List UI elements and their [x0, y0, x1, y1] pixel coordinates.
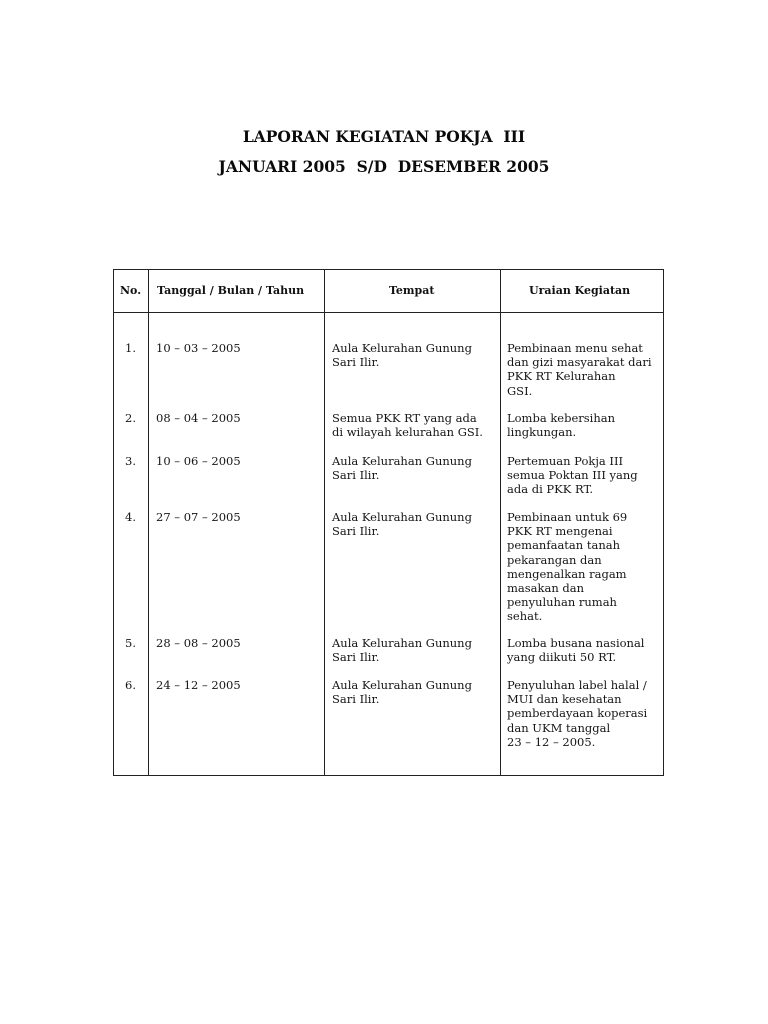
row-date: 27 – 07 – 2005 [156, 510, 241, 524]
row-date: 24 – 12 – 2005 [156, 678, 241, 692]
row-number: 5. [125, 636, 136, 650]
table-bottom-border [113, 775, 664, 776]
row-place: Aula Kelurahan Gunung Sari Ilir. [332, 636, 472, 665]
table-right-border [663, 269, 664, 776]
header-uraian: Uraian Kegiatan [529, 284, 631, 297]
row-description: Penyuluhan label halal / MUI dan kesehatan pemberdayaan koperasi dan UKM tanggal 23 – 12 – 2005. [507, 678, 648, 749]
header-no: No. [120, 284, 142, 297]
row-date: 28 – 08 – 2005 [156, 636, 241, 650]
row-place: Aula Kelurahan Gunung Sari Ilir. [332, 510, 472, 539]
row-number: 1. [125, 341, 136, 355]
row-place: Semua PKK RT yang ada di wilayah kelurahan GSI. [332, 411, 483, 440]
row-description: Lomba kebersihan lingkungan. [507, 411, 616, 440]
header-bottom-border [113, 312, 664, 313]
row-place: Aula Kelurahan Gunung Sari Ilir. [332, 454, 472, 483]
row-description: Lomba busana nasional yang diikuti 50 RT. [507, 636, 645, 665]
header-tanggal: Tanggal / Bulan / Tahun [157, 284, 305, 297]
report-period: JANUARI 2005 S/D DESEMBER 2005 [218, 157, 550, 176]
header-tempat: Tempat [389, 284, 435, 297]
column-divider [148, 269, 149, 776]
row-date: 10 – 06 – 2005 [156, 454, 241, 468]
column-divider [324, 269, 325, 776]
row-number: 3. [125, 454, 136, 468]
row-date: 10 – 03 – 2005 [156, 341, 241, 355]
column-divider [500, 269, 501, 776]
row-description: Pertemuan Pokja III semua Poktan III yang ada di PKK RT. [507, 454, 638, 497]
report-title: LAPORAN KEGIATAN POKJA III [242, 127, 526, 146]
table-top-border [113, 269, 664, 270]
row-date: 08 – 04 – 2005 [156, 411, 241, 425]
row-place: Aula Kelurahan Gunung Sari Ilir. [332, 341, 472, 370]
row-place: Aula Kelurahan Gunung Sari Ilir. [332, 678, 472, 707]
row-description: Pembinaan untuk 69 PKK RT mengenai pemanfaatan tanah pekarangan dan mengenalkan ragam masakan dan penyuluhan rumah sehat. [507, 510, 628, 624]
row-description: Pembinaan menu sehat dan gizi masyarakat dari PKK RT Kelurahan GSI. [507, 341, 652, 398]
row-number: 4. [125, 510, 136, 524]
row-number: 6. [125, 678, 136, 692]
row-number: 2. [125, 411, 136, 425]
